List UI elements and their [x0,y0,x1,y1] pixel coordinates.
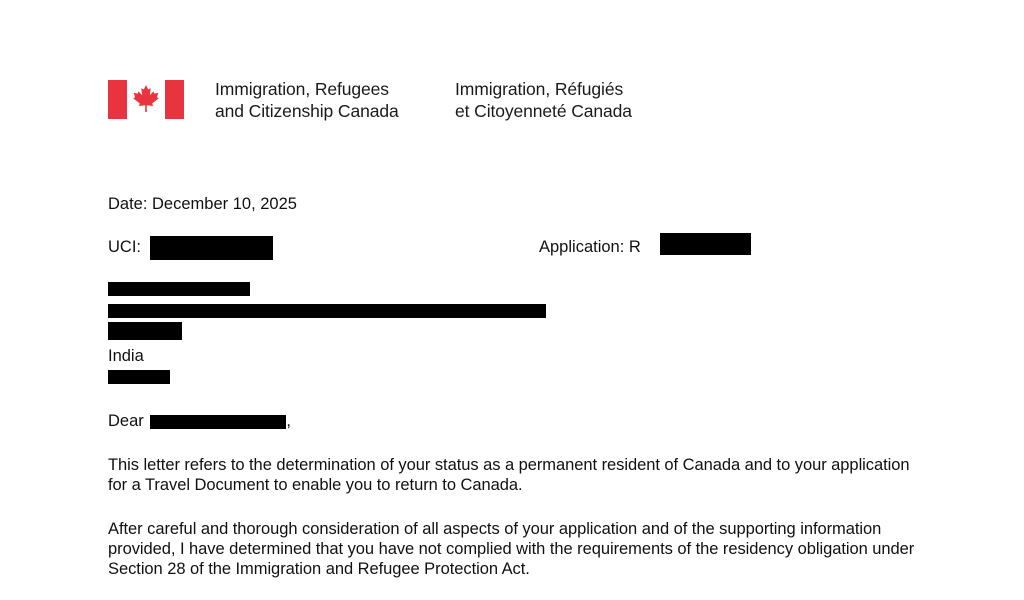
uci-label: UCI: [108,238,141,256]
uci-redaction [150,236,273,260]
canada-flag-icon [108,80,184,119]
department-en-line1: Immigration, Refugees [215,79,389,99]
paragraph-1: This letter refers to the determination of your status as a permanent resident of Canada and to your application for a Travel Document to enable you to return to Canada. [108,456,910,494]
salutation [108,411,291,431]
application-label: Application: R [539,238,641,256]
department-en-line2: and Citizenship Canada [215,101,399,121]
salutation-prefix: Dear [108,412,144,430]
recipient-postal-redaction [108,370,170,384]
department-name-french [455,78,632,122]
uci-field [108,237,141,257]
department-fr-line2: et Citoyenneté Canada [455,101,632,121]
paragraph-2: After careful and thorough consideration of all aspects of your application and of the supporting information provided, I have determined that you have not complied with the requirements of the residency obligation under Section 28 of the Immigration and Refugee Protection Act. [108,520,915,578]
letter-date: Date: December 10, 2025 [108,195,297,213]
application-redaction [660,233,751,255]
recipient-city-redaction [108,322,182,340]
recipient-country: India [108,347,144,365]
salutation-name-redaction [150,415,286,429]
department-name-english [215,78,399,122]
salutation-suffix: , [286,412,291,430]
recipient-street-redaction [108,304,546,318]
application-field [539,237,641,257]
recipient-name-redaction [108,282,250,296]
department-fr-line1: Immigration, Réfugiés [455,79,624,99]
